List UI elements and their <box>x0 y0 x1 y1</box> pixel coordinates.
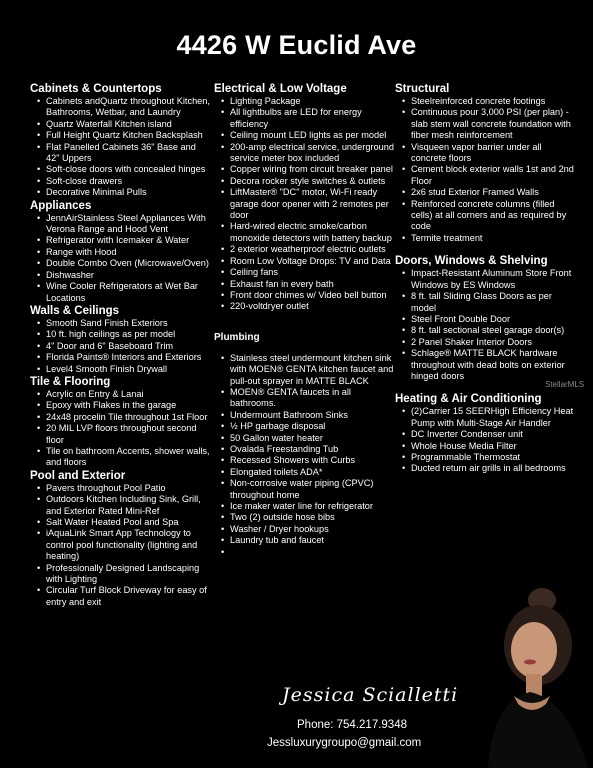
list-item: • Salt Water Heated Pool and Spa <box>46 517 210 528</box>
list-item: • Non-corrosive water piping (CPVC) throughout home <box>230 478 394 501</box>
list-item: • Refrigerator with Icemaker & Water <box>46 235 210 246</box>
list-item: • Hard-wired electric smoke/carbon monoxide detectors with battery backup <box>230 221 394 244</box>
list-item: • MOEN® GENTA faucets in all bathrooms. <box>230 387 394 410</box>
list-item: • Ceiling fans <box>230 267 394 278</box>
list-item: • 200-amp electrical service, underground service meter box included <box>230 142 394 165</box>
agent-portrait <box>470 570 593 768</box>
list-item: • Range with Hood <box>46 247 210 258</box>
section-electrical <box>214 82 394 313</box>
list-item: • Visqueen vapor barrier under all concrete floors <box>411 142 575 165</box>
section-heading: Walls & Ceilings <box>30 304 120 317</box>
list-item: • Professionally Designed Landscaping with Lighting <box>46 563 210 586</box>
list-item: • Copper wiring from circuit breaker panel <box>230 164 394 175</box>
list-item: • Cabinets andQuartz throughout Kitchen, Bathrooms, Wetbar, and Laundry <box>46 96 210 119</box>
section-heading: Structural <box>395 83 450 95</box>
list-item: • Pavers throughout Pool Patio <box>46 483 210 494</box>
section-cabinets <box>30 82 210 199</box>
agent-signature: Jessica Scialletti <box>282 684 459 706</box>
section-heading: Appliances <box>30 199 92 212</box>
list-item: • Continuous pour 3,000 PSI (per plan) - slab stem wall concrete foundation with fiber mesh reinforcement <box>411 107 575 141</box>
list-item: • 8 ft. tall Sliding Glass Doors as per model <box>411 291 575 314</box>
list-item: • 4" Door and 6" Baseboard Trim <box>46 341 210 352</box>
section-tile-flooring <box>30 375 210 469</box>
section-walls-ceilings <box>30 304 210 375</box>
list-item: • 8 ft. tall sectional steel garage door(s) <box>411 325 575 336</box>
list-item: • Decorative Minimal Pulls <box>46 187 210 198</box>
feature-column-3 <box>395 82 575 475</box>
list-item: • Full Height Quartz Kitchen Backsplash <box>46 130 210 141</box>
list-item: • Washer / Dryer hookups <box>230 524 394 535</box>
list-item: • Ducted return air grills in all bedrooms <box>411 463 575 474</box>
list-item: • Circular Turf Block Driveway for easy of entry and exit <box>46 585 210 608</box>
section-heading: Electrical & Low Voltage <box>214 83 347 95</box>
list-item: • Termite treatment <box>411 233 575 244</box>
section-doors-windows <box>395 254 575 382</box>
list-item: • Florida Paints® Interiors and Exteriors <box>46 352 210 363</box>
list-item: • ½ HP garbage disposal <box>230 421 394 432</box>
list-item <box>230 547 394 558</box>
list-item: • Steelreinforced concrete footings <box>411 96 575 107</box>
list-item: • 10 ft. high ceilings as per model <box>46 329 210 340</box>
list-item: • Elongated toilets ADA* <box>230 467 394 478</box>
section-pool-exterior <box>30 469 210 608</box>
section-heading: Cabinets & Countertops <box>30 83 162 95</box>
list-item: • Recessed Showers with Curbs <box>230 455 394 466</box>
list-item: • Quartz Waterfall Kitchen island <box>46 119 210 130</box>
list-item: • Programmable Thermostat <box>411 452 575 463</box>
section-heading: Doors, Windows & Shelving <box>395 255 548 268</box>
list-item: • 20 MIL LVP floors throughout second floor <box>46 423 210 446</box>
list-item: • iAquaLink Smart App Technology to control pool functionality (lighting and heating) <box>46 528 210 562</box>
list-item: • Reinforced concrete columns (filled cells) at all corners and as required by code <box>411 199 575 233</box>
feature-column-2 <box>214 82 394 558</box>
list-item: • 24x48 procelin Tile throughout 1st Floor <box>46 412 210 423</box>
list-item: • Flat Panelled Cabinets 36" Base and 42" Uppers <box>46 142 210 165</box>
list-item: • Acrylic on Entry & Lanai <box>46 389 210 400</box>
list-item: • (2)Carrier 15 SEERHigh Efficiency Heat Pump with Multi-Stage Air Handler <box>411 406 575 429</box>
list-item: • 2 Panel Shaker Interior Doors <box>411 337 575 348</box>
list-item: • JennAirStainless Steel Appliances With Verona Range and Hood Vent <box>46 213 210 236</box>
list-item: • Undermount Bathroom Sinks <box>230 410 394 421</box>
section-plumbing <box>214 331 394 558</box>
list-item: • Ovalada Freestanding Tub <box>230 444 394 455</box>
section-heading: Plumbing <box>214 331 260 343</box>
section-appliances <box>30 199 210 304</box>
list-item: • Two (2) outside hose bibs <box>230 512 394 523</box>
list-item: • Double Combo Oven (Microwave/Oven) <box>46 258 210 269</box>
agent-phone: Phone: 754.217.9348 <box>297 719 407 731</box>
list-item: • Front door chimes w/ Video bell button <box>230 290 394 301</box>
list-item: • Ceiling mount LED lights as per model <box>230 130 394 141</box>
section-heading: Pool and Exterior <box>30 469 126 482</box>
list-item: • Level4 Smooth Finish Drywall <box>46 364 210 375</box>
list-item: • Tile on bathroom Accents, shower walls, and floors <box>46 446 210 469</box>
list-item: • Epoxy with Flakes in the garage <box>46 400 210 411</box>
list-item: • Schlage® MATTE BLACK hardware throughout with dead bolts on exterior hinged doors <box>411 348 575 382</box>
list-item: • Laundry tub and faucet <box>230 535 394 546</box>
feature-column-1 <box>30 82 210 608</box>
list-item: • All lightbulbs are LED for energy efficiency <box>230 107 394 130</box>
list-item: • DC Inverter Condenser unit <box>411 429 575 440</box>
list-item: • Cement block exterior walls 1st and 2nd Floor <box>411 164 575 187</box>
list-item: • Stainless steel undermount kitchen sink with MOEN® GENTA kitchen faucet and pull-out sprayer in MATTE BLACK <box>230 353 394 387</box>
list-item: • LiftMaster® "DC" motor, Wi-Fi ready garage door opener with 2 remotes per door <box>230 187 394 221</box>
section-hvac <box>395 392 575 474</box>
list-item: • 2 exterior weatherproof electric outlets <box>230 244 394 255</box>
mls-watermark: StellarMLS <box>545 380 585 389</box>
list-item: • Decora rocker style switches & outlets <box>230 176 394 187</box>
section-structural <box>395 82 575 244</box>
agent-email: Jessluxurygroupo@gmail.com <box>267 737 422 749</box>
list-item: • 2x6 stud Exterior Framed Walls <box>411 187 575 198</box>
list-item: • Steel Front Double Door <box>411 314 575 325</box>
list-item: • Whole House Media Filter <box>411 441 575 452</box>
list-item: • Dishwasher <box>46 270 210 281</box>
list-item: • Room Low Voltage Drops: TV and Data <box>230 256 394 267</box>
section-heading: Tile & Flooring <box>30 375 111 388</box>
page-title: 4426 W Euclid Ave <box>176 30 417 60</box>
section-heading: Heating & Air Conditioning <box>395 393 542 406</box>
list-item: • 50 Gallon water heater <box>230 433 394 444</box>
list-item: • Outdoors Kitchen Including Sink, Grill, and Exterior Rated Mini-Ref <box>46 494 210 517</box>
list-item: • Ice maker water line for refrigerator <box>230 501 394 512</box>
list-item: • Exhaust fan in every bath <box>230 279 394 290</box>
list-item: • Wine Cooler Refrigerators at Wet Bar Locations <box>46 281 210 304</box>
list-item: • Soft-close doors with concealed hinges <box>46 164 210 175</box>
list-item: • Impact-Resistant Aluminum Store Front Windows by ES Windows <box>411 268 575 291</box>
list-item: • 220-voltdryer outlet <box>230 301 394 312</box>
list-item: • Lighting Package <box>230 96 394 107</box>
list-item: • Smooth Sand Finish Exteriors <box>46 318 210 329</box>
list-item: • Soft-close drawers <box>46 176 210 187</box>
